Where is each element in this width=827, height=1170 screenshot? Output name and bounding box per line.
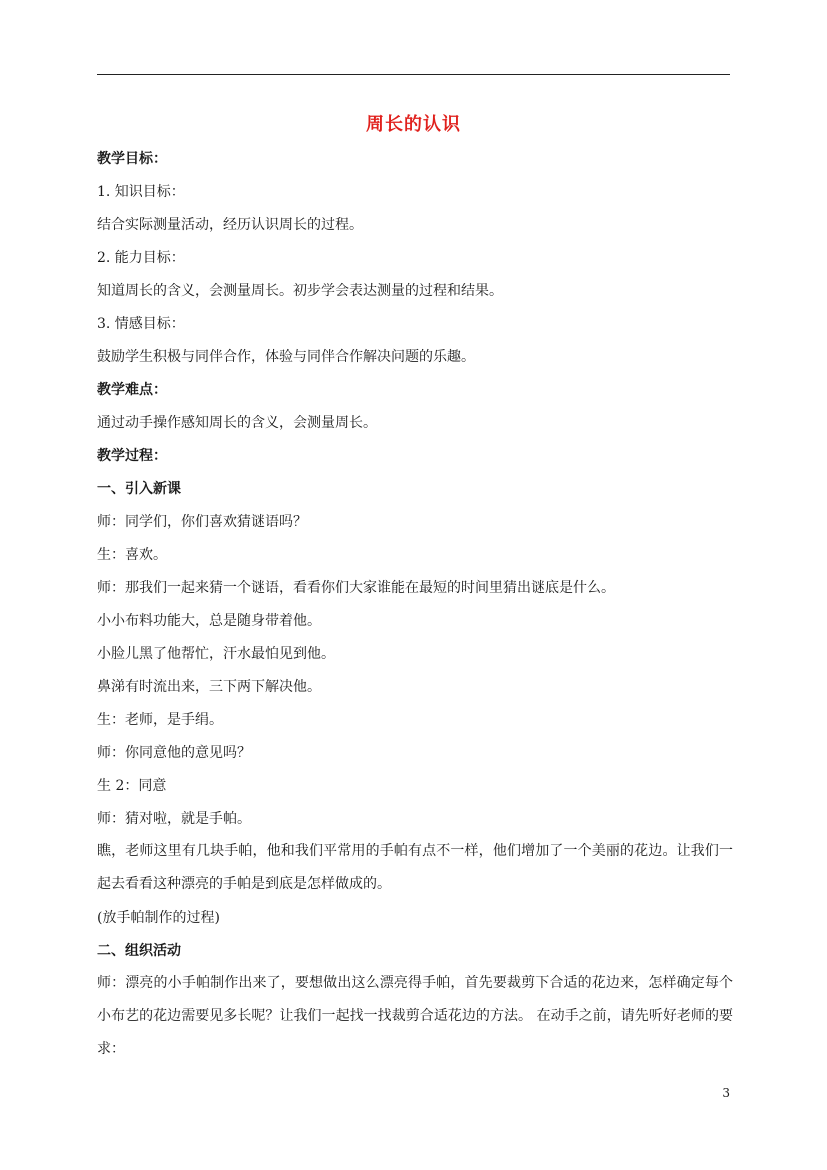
text-line: 结合实际测量活动，经历认识周长的过程。: [97, 217, 363, 233]
section-heading: 教学目标：: [97, 151, 167, 167]
text-line: 师：同学们，你们喜欢猜谜语吗？: [97, 514, 307, 530]
text-line: 生：老师，是手绢。: [97, 712, 223, 728]
text-line: 鼓励学生积极与同伴合作，体验与同伴合作解决问题的乐趣。: [97, 349, 475, 365]
text-line: 鼻涕有时流出来，三下两下解决他。: [97, 679, 321, 695]
text-line: 师：那我们一起来猜一个谜语，看看你们大家谁能在最短的时间里猜出谜底是什么。: [97, 580, 615, 596]
text-line: (放手帕制作的过程): [97, 910, 220, 926]
text-line: 小脸儿黑了他帮忙，汗水最怕见到他。: [97, 646, 335, 662]
text-line: 小小布料功能大，总是随身带着他。: [97, 613, 321, 629]
text-line: 知道周长的含义，会测量周长。初步学会表达测量的过程和结果。: [97, 283, 503, 299]
text-line: 生 2：同意: [97, 778, 167, 794]
section-heading: 一、引入新课: [97, 481, 181, 497]
section-heading: 二、组织活动: [97, 943, 181, 959]
section-heading: 教学难点：: [97, 382, 167, 398]
text-line: 瞧，老师这里有几块手帕，他和我们平常用的手帕有点不一样，他们增加了一个美丽的花边。让我们一起去看看这种漂亮的手帕是到底是怎样做成的。: [97, 843, 733, 892]
text-line: 生：喜欢。: [97, 547, 167, 563]
text-line: 1. 知识目标：: [97, 184, 185, 200]
text-line: 3. 情感目标：: [97, 316, 185, 332]
section-heading: 教学过程：: [97, 448, 167, 464]
header-rule: [97, 74, 730, 75]
document-body: [97, 146, 733, 1070]
text-line: 2. 能力目标：: [97, 250, 185, 266]
text-line: 师：漂亮的小手帕制作出来了，要想做出这么漂亮得手帕，首先要裁剪下合适的花边来，怎样确定每个小布艺的花边需要见多长呢？让我们一起找一找裁剪合适花边的方法。 在动手之前，请先听好老师的要求：: [97, 975, 733, 1057]
text-line: 师：你同意他的意见吗？: [97, 745, 251, 761]
text-line: 通过动手操作感知周长的含义，会测量周长。: [97, 415, 377, 431]
text-line: 师：猜对啦，就是手帕。: [97, 811, 251, 827]
page-number: 3: [722, 1086, 730, 1100]
document-title: 周长的认识: [366, 114, 461, 135]
